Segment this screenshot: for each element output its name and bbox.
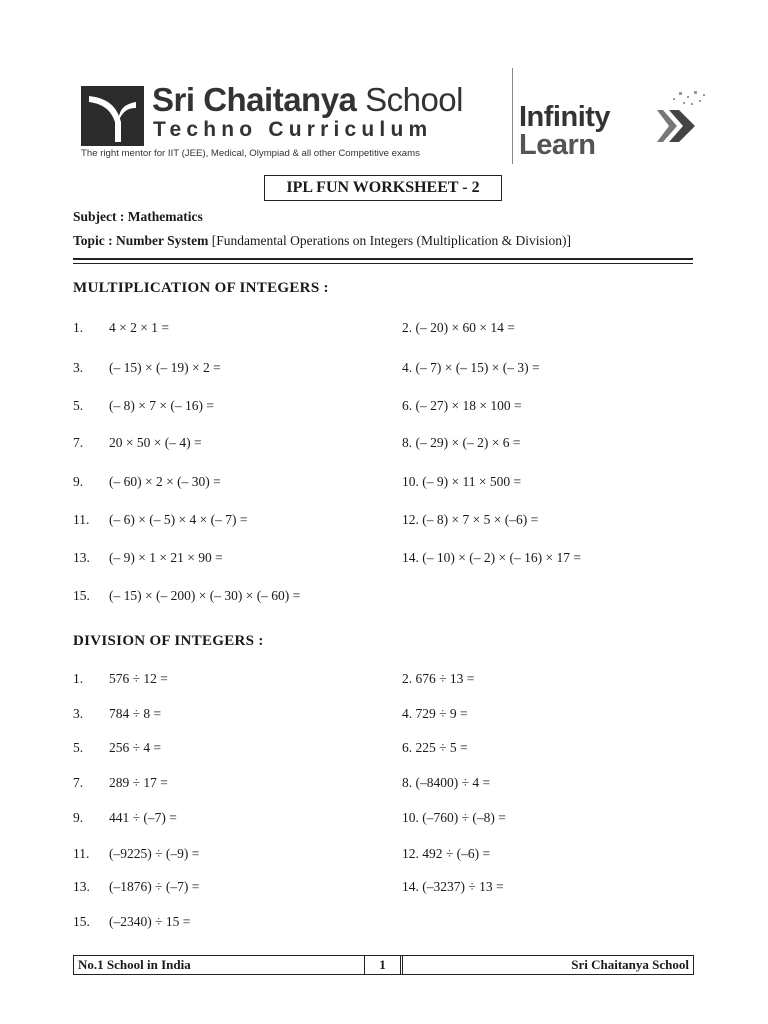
multiplication-heading: MULTIPLICATION OF INTEGERS :	[73, 280, 329, 296]
question: (– 60) × 2 × (– 30) =	[109, 474, 221, 489]
footer-left-text: No.1 School in India	[78, 957, 191, 972]
question: (–1876) ÷ (–7) =	[109, 879, 200, 894]
question-number: 7.	[73, 435, 84, 450]
question: (– 15) × (– 200) × (– 30) × (– 60) =	[109, 588, 301, 603]
question: 2. 676 ÷ 13 =	[402, 671, 475, 686]
question-number: 7.	[73, 775, 84, 790]
question: 8. (– 29) × (– 2) × 6 =	[402, 435, 521, 450]
question: (–9225) ÷ (–9) =	[109, 846, 200, 861]
worksheet-title: IPL FUN WORKSHEET - 2	[264, 175, 502, 201]
question: (– 15) × (– 19) × 2 =	[109, 360, 221, 375]
question-number: 11.	[73, 512, 90, 527]
divider-thick	[73, 258, 693, 260]
subject-line: Subject : Mathematics	[73, 209, 203, 224]
question: 12. (– 8) × 7 × 5 × (–6) =	[402, 512, 539, 527]
question: 4. 729 ÷ 9 =	[402, 706, 468, 721]
brand-tagline: The right mentor for IIT (JEE), Medical, Olympiad & all other Competitive exams	[81, 148, 420, 159]
question-number: 15.	[73, 588, 90, 603]
question: 6. (– 27) × 18 × 100 =	[402, 398, 522, 413]
question-number: 5.	[73, 740, 84, 755]
question: 289 ÷ 17 =	[109, 775, 168, 790]
school-logo-icon	[81, 86, 144, 146]
question-number: 15.	[73, 914, 90, 929]
divider-thin	[73, 263, 693, 264]
question: (–2340) ÷ 15 =	[109, 914, 191, 929]
header-divider	[512, 68, 513, 164]
question: (– 8) × 7 × (– 16) =	[109, 398, 214, 413]
question: 4 × 2 × 1 =	[109, 320, 169, 335]
page-footer	[73, 955, 694, 975]
question: 14. (– 10) × (– 2) × (– 16) × 17 =	[402, 550, 581, 565]
question: (– 9) × 1 × 21 × 90 =	[109, 550, 223, 565]
question: 10. (– 9) × 11 × 500 =	[402, 474, 522, 489]
question: 12. 492 ÷ (–6) =	[402, 846, 491, 861]
chevron-arrow-icon	[639, 88, 711, 148]
question: 6. 225 ÷ 5 =	[402, 740, 468, 755]
footer-separator	[399, 955, 403, 975]
footer-right-text: Sri Chaitanya School	[571, 957, 689, 972]
question-number: 11.	[73, 846, 90, 861]
question: 20 × 50 × (– 4) =	[109, 435, 202, 450]
partner-logo-line1: Infinity	[519, 101, 611, 133]
partner-logo-line2: Learn	[519, 129, 596, 161]
question-number: 9.	[73, 810, 84, 825]
question-number: 1.	[73, 671, 84, 686]
question-number: 3.	[73, 706, 84, 721]
question-number: 9.	[73, 474, 84, 489]
question: 8. (–8400) ÷ 4 =	[402, 775, 491, 790]
question: 2. (– 20) × 60 × 14 =	[402, 320, 515, 335]
question-number: 13.	[73, 550, 90, 565]
question: 441 ÷ (–7) =	[109, 810, 177, 825]
topic-line: Topic : Number System [Fundamental Operations on Integers (Multiplication & Division)]	[73, 233, 571, 248]
brand-subtitle: Techno Curriculum	[153, 118, 433, 141]
question: 256 ÷ 4 =	[109, 740, 162, 755]
question: 576 ÷ 12 =	[109, 671, 168, 686]
brand-title: Sri Chaitanya School	[152, 81, 463, 118]
question-number: 3.	[73, 360, 84, 375]
question: 784 ÷ 8 =	[109, 706, 162, 721]
page-header	[79, 68, 695, 168]
question: (– 6) × (– 5) × 4 × (– 7) =	[109, 512, 248, 527]
question: 10. (–760) ÷ (–8) =	[402, 810, 506, 825]
question: 14. (–3237) ÷ 13 =	[402, 879, 504, 894]
question: 4. (– 7) × (– 15) × (– 3) =	[402, 360, 540, 375]
division-heading: DIVISION OF INTEGERS :	[73, 633, 264, 649]
question-number: 1.	[73, 320, 84, 335]
question-number: 5.	[73, 398, 84, 413]
page-number: 1	[364, 955, 401, 975]
question-number: 13.	[73, 879, 90, 894]
